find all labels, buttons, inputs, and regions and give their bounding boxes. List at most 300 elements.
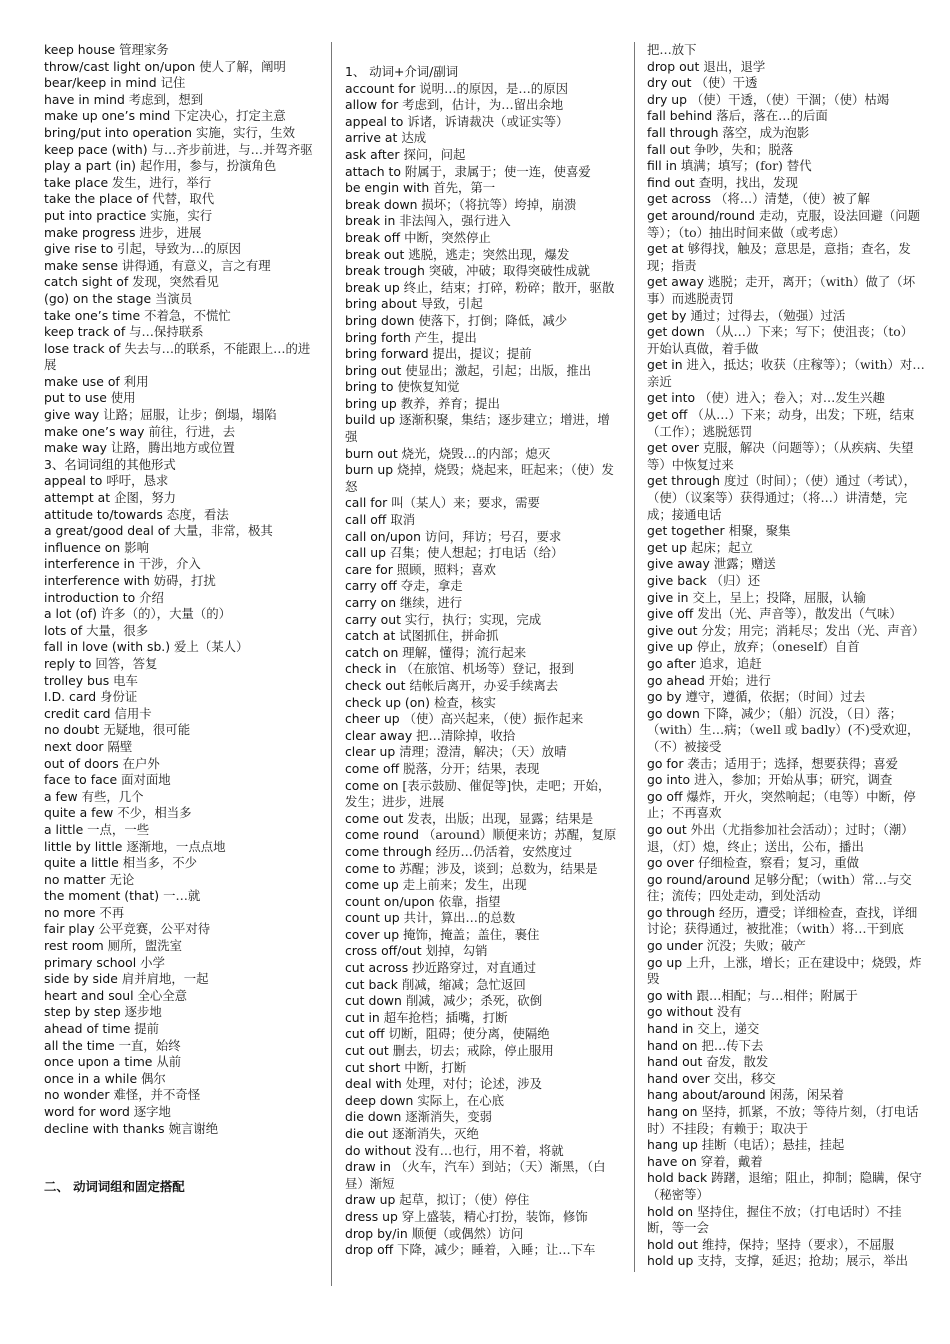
phrase: (go) on the stage <box>44 290 152 306</box>
phrase: cut short <box>345 1059 401 1075</box>
vocab-entry <box>345 728 621 745</box>
definition: 信用卡 <box>114 705 152 721</box>
phrase: go ahead <box>647 672 705 688</box>
phrase: count up <box>345 910 400 926</box>
definition: 把…清除掉，收拾 <box>416 727 516 743</box>
vocab-entry <box>345 711 621 728</box>
phrase: make sense <box>44 257 118 273</box>
vocab-entry <box>44 440 316 457</box>
definition: 起作用，参与，扮演角色 <box>139 158 277 174</box>
definition: 引起，导致为…的原因 <box>117 241 242 257</box>
definition: 进步，进展 <box>139 224 202 240</box>
phrase: get into <box>647 390 696 406</box>
definition: 走动，克服，设法回避（问题等）；（to）抽出时间来做（或考虑） <box>647 207 921 240</box>
vocab-entry <box>647 324 925 357</box>
definition: 呼吁，恳求 <box>106 473 169 489</box>
phrase: catch sight of <box>44 274 129 290</box>
definition: 处理，对付；论述，涉及 <box>405 1076 543 1092</box>
phrase: go into <box>647 772 691 788</box>
vocab-entry <box>647 673 925 690</box>
vocab-entry <box>345 661 621 678</box>
definition: 与…保持联系 <box>129 324 204 340</box>
phrase: get up <box>647 539 688 555</box>
definition: 逃脱；走开，离开；（with）做了（坏事）而逃脱责罚 <box>647 274 916 306</box>
phrase: a great/good deal of <box>44 523 170 539</box>
definition: 没有…也行，用不着，将就 <box>414 1142 564 1158</box>
phrase: lots of <box>44 622 83 638</box>
definition: 附属于，隶属于；使一连，使喜爱 <box>404 163 591 179</box>
definition: 坚持住，握住不放；（打电话时）不挂断，等一会 <box>647 1203 902 1236</box>
phrase: give back <box>647 573 707 588</box>
definition: 电车 <box>113 672 138 688</box>
phrase: drop off <box>345 1242 394 1258</box>
definition: 苏醒；涉及，谈到；总数为，结果是 <box>399 860 598 876</box>
vocab-entry <box>647 191 925 208</box>
phrase: bring about <box>345 296 417 312</box>
phrase: dress up <box>345 1208 398 1224</box>
vocab-entry <box>647 75 925 92</box>
vocab-entry <box>647 125 925 142</box>
vocab-entry <box>345 130 621 147</box>
definition: 记住 <box>160 75 186 91</box>
phrase: hand in <box>647 1021 694 1037</box>
definition: 终止，结束；打碎，粉碎；散开，驱散 <box>403 279 615 295</box>
definition: 有些，几个 <box>81 788 144 804</box>
definition: （使）干透，（使）干涸；（使）枯竭 <box>690 91 890 107</box>
definition: 试图抓住，拼命抓 <box>399 628 499 644</box>
definition: 划掉，勾销 <box>425 943 488 959</box>
phrase: draw in <box>345 1159 391 1175</box>
vocab-entry <box>345 761 621 778</box>
definition: 不少，相当多 <box>117 805 192 821</box>
phrase: no doubt <box>44 722 100 738</box>
vocab-entry <box>647 1104 925 1137</box>
vocab-entry <box>647 1021 925 1038</box>
definition: 取消 <box>390 512 416 528</box>
vocab-entry <box>647 175 925 192</box>
vocab-entry <box>44 407 316 424</box>
vocab-entry <box>44 1021 316 1038</box>
vocab-entry <box>345 1093 621 1110</box>
phrase: 3、名词词组的其他形式 <box>44 456 176 472</box>
definition: 使人了解，阐明 <box>199 58 286 74</box>
definition: 仔细检查，察看；复习，重做 <box>697 855 860 871</box>
vocab-entry <box>647 988 925 1005</box>
phrase: no matter <box>44 871 106 887</box>
vocab-entry <box>44 490 316 507</box>
vocab-entry <box>44 241 316 258</box>
vocab-entry <box>647 540 925 557</box>
definition: 使用 <box>110 390 136 406</box>
phrase: cover up <box>345 926 400 942</box>
vocab-entry <box>647 1071 925 1088</box>
phrase: cross off/out <box>345 943 422 959</box>
vocab-entry <box>647 523 925 540</box>
vocab-entry <box>345 412 621 445</box>
vocab-entry <box>345 213 621 230</box>
vocab-entry <box>647 1237 925 1254</box>
definition: 查明，找出，发现 <box>698 174 798 190</box>
definition: （从…）下来；写下；使沮丧；（to）开始认真做，着手做 <box>647 324 914 356</box>
vocab-entry <box>345 1143 621 1160</box>
phrase: come through <box>345 843 432 859</box>
definition: 实施，实行 <box>150 207 213 223</box>
phrase: break in <box>345 213 396 229</box>
vocab-entry <box>345 396 621 413</box>
phrase: come round <box>345 827 419 843</box>
vocab-entry <box>44 639 316 656</box>
definition: 把…放下 <box>647 42 697 57</box>
definition: 遵守，遵循，依据；（时间）过去 <box>685 689 866 705</box>
definition: 跟…相配；与…相伴；附属于 <box>696 987 858 1003</box>
vocab-entry <box>345 1209 621 1226</box>
definition: 提出，提议；提前 <box>432 346 532 362</box>
phrase: out of doors <box>44 755 119 771</box>
vocab-entry <box>345 379 621 396</box>
vocab-entry <box>44 1038 316 1055</box>
phrase: bring out <box>345 362 402 378</box>
vocab-entry <box>647 108 925 125</box>
definition: 态度，看法 <box>166 506 229 522</box>
vocab-entry <box>44 805 316 822</box>
phrase: dry out <box>647 75 692 91</box>
definition: 召集；使人想起；打电话（给） <box>389 545 564 561</box>
definition: 考虑到，想到 <box>128 91 204 107</box>
definition: 够得找，触及；意思是，意指；查名，发现；指责 <box>647 241 911 273</box>
column-divider <box>331 42 332 1286</box>
definition: 共计，算出…的总数 <box>403 910 516 926</box>
definition: 没有 <box>716 1004 742 1020</box>
definition: 停止，放弃；（oneself）自首 <box>696 639 860 655</box>
phrase: attitude to/towards <box>44 506 163 522</box>
definition: （使）进入；卷入；对…发生兴趣 <box>698 390 885 406</box>
vocab-entry <box>647 789 925 822</box>
vocab-entry <box>647 573 925 590</box>
phrase: attempt at <box>44 490 111 506</box>
vocab-entry <box>44 142 316 159</box>
phrase: give up <box>647 639 693 655</box>
vocab-entry <box>345 247 621 264</box>
vocab-entry <box>44 656 316 673</box>
definition: 厕所，盥洗室 <box>107 938 183 954</box>
vocab-entry <box>345 827 621 844</box>
definition: 清理；澄清，解决；（天）放晴 <box>399 744 567 760</box>
phrase: cheer up <box>345 711 400 727</box>
phrase: hang about/around <box>647 1087 766 1103</box>
vocab-entry <box>44 590 316 607</box>
vocab-entry <box>345 744 621 761</box>
vocab-entry <box>44 225 316 242</box>
vocab-entry <box>345 263 621 280</box>
phrase: burn up <box>345 462 394 478</box>
phrase: interference in <box>44 556 135 572</box>
phrase: count on/upon <box>345 893 435 909</box>
definition: 逃脱，逃走；突然出现，爆发 <box>408 246 570 262</box>
phrase: hang up <box>647 1137 698 1153</box>
phrase: call on/upon <box>345 528 421 544</box>
definition: 开始；进行 <box>708 672 771 688</box>
definition: 爱上（某人） <box>174 639 249 655</box>
phrase: check in <box>345 661 397 677</box>
definition: （around）顺便来访；苏醒，复原 <box>422 827 617 843</box>
vocab-entry <box>647 274 925 307</box>
definition: 发表，出版；出现，显露；结果是 <box>407 810 594 826</box>
vocab-entry <box>44 374 316 391</box>
phrase: bear/keep in mind <box>44 75 157 91</box>
definition: 切断，阻碍；使分离，使隔绝 <box>388 1026 550 1042</box>
definition: 叫（某人）来；要求，需要 <box>391 495 540 511</box>
vocab-entry <box>345 811 621 828</box>
vocab-entry <box>345 363 621 380</box>
phrase: carry on <box>345 595 397 610</box>
phrase: bring down <box>345 312 415 328</box>
definition: 经历，遭受；详细检查，查找，详细讨论；获得通过，被批准；（with）将…干到底 <box>647 904 918 937</box>
definition: 首先，第一 <box>433 180 496 196</box>
vocab-entry <box>44 971 316 988</box>
definition: 起床；起立 <box>690 539 753 555</box>
phrase: bring/put into operation <box>44 124 192 140</box>
definition: 介绍 <box>139 589 164 605</box>
vocab-entry <box>345 778 621 811</box>
phrase: go over <box>647 855 695 871</box>
phrase: cut down <box>345 993 402 1009</box>
definition: 相当多，不少 <box>122 855 198 871</box>
definition: 落空，成为泡影 <box>722 124 810 140</box>
phrase: fill in <box>647 158 677 174</box>
vocab-entry <box>647 1204 925 1237</box>
phrase: keep house <box>44 42 116 57</box>
vocab-entry <box>44 772 316 789</box>
vocab-entry <box>647 872 925 905</box>
phrase: no wonder <box>44 1087 110 1103</box>
phrase: give way <box>44 407 100 423</box>
phrase: do without <box>345 1142 411 1158</box>
definition: 一直，始终 <box>118 1037 181 1053</box>
vocab-entry <box>44 473 316 490</box>
definition: 穿着，戴着 <box>700 1153 763 1169</box>
definition: 克服，解决（问题等）；（从疾病、失望等）中恢复过来 <box>647 440 914 472</box>
vocab-entry <box>647 772 925 789</box>
definition: 突破，冲破；取得突破性成就 <box>428 263 590 279</box>
phrase: introduction to <box>44 589 136 605</box>
definition: 把…传下去 <box>701 1037 764 1053</box>
vocab-entry <box>345 910 621 927</box>
phrase: call off <box>345 512 387 528</box>
phrase: all the time <box>44 1037 115 1053</box>
vocab-entry <box>44 855 316 872</box>
phrase: hold on <box>647 1203 694 1219</box>
definition: 发生，进行，举行 <box>112 174 212 190</box>
vocab-entry <box>345 1076 621 1093</box>
definition: 小学 <box>140 954 165 970</box>
definition: 上升，上涨，增长；正在建设中；烧毁，炸毁 <box>647 954 922 987</box>
phrase: a little <box>44 821 84 837</box>
definition: 一…就 <box>163 888 201 904</box>
vocab-entry <box>44 623 316 640</box>
phrase: go without <box>647 1004 713 1020</box>
vocab-entry <box>345 1192 621 1209</box>
vocab-entry <box>345 197 621 214</box>
definition: 不着急，不慌忙 <box>144 307 231 323</box>
phrase: put into practice <box>44 207 147 223</box>
definition: （在旅馆、机场等）登记，报到 <box>400 661 574 677</box>
phrase: check up (on) <box>345 694 430 710</box>
vocab-entry <box>647 955 925 988</box>
vocab-entry <box>345 1109 621 1126</box>
definition: 顺便（或偶然）访问 <box>411 1225 524 1241</box>
definition: 使落下，打倒；降低，减少 <box>418 312 568 328</box>
phrase: give in <box>647 589 689 605</box>
phrase: carry out <box>345 611 401 627</box>
vocab-entry <box>647 92 925 109</box>
phrase: bring forth <box>345 329 411 345</box>
vocab-entry <box>647 473 925 523</box>
definition: 理解，懂得；流行起来 <box>402 644 527 660</box>
definition: 沉没；失败；破产 <box>706 938 806 954</box>
vocab-entry <box>44 59 316 76</box>
definition: 抄近路穿过，对直通过 <box>412 960 537 976</box>
phrase: be engin with <box>345 180 430 196</box>
vocab-entry <box>44 1104 316 1121</box>
definition: 下降，减少；（船）沉没，（日）落；（with）生…病；（well 或 badly）(不)受欢迎，（不）被接受 <box>647 705 920 754</box>
vocab-entry <box>345 877 621 894</box>
phrase: make up one’s mind <box>44 108 171 124</box>
vocab-entry <box>345 1226 621 1243</box>
phrase: hand out <box>647 1054 703 1070</box>
definition: 婉言谢绝 <box>168 1120 219 1136</box>
vocab-entry <box>345 595 621 612</box>
phrase: no more <box>44 904 96 920</box>
phrase: get away <box>647 274 704 290</box>
definition: 夺走，拿走 <box>400 578 463 594</box>
definition: 探问，问起 <box>403 146 466 162</box>
definition: 无疑地，很可能 <box>103 722 191 738</box>
definition: 削减，缩减；急忙返回 <box>401 976 526 992</box>
vocab-entry <box>44 291 316 308</box>
definition: 产生，提出 <box>414 329 477 345</box>
phrase: attach to <box>345 163 401 179</box>
vocab-entry <box>647 1253 925 1270</box>
definition: 起草，拟订；（使）停住 <box>399 1192 530 1208</box>
phrase: hang on <box>647 1104 698 1119</box>
phrase: break out <box>345 246 405 262</box>
definition: 干涉，介入 <box>138 556 201 572</box>
definition: 逐渐消失，灭绝 <box>392 1126 479 1141</box>
phrase: carry off <box>345 578 397 594</box>
definition: 中断，突然停止 <box>404 229 491 245</box>
vocab-entry <box>44 839 316 856</box>
vocab-entry <box>647 158 925 175</box>
phrase: clear up <box>345 744 396 760</box>
phrase: allow for <box>345 97 399 113</box>
phrase: appeal to <box>345 113 404 129</box>
definition: 失去与…的联系，不能跟上…的进展 <box>44 340 311 373</box>
definition: 进入，参加；开始从事；研究，调查 <box>694 772 893 788</box>
definition: 使恢复知觉 <box>397 379 460 395</box>
vocab-entry <box>345 1060 621 1077</box>
vocab-entry <box>647 639 925 656</box>
vocab-entry <box>44 540 316 557</box>
phrase: burn out <box>345 445 398 461</box>
definition: 穿上盛装，精心打扮，装饰，修饰 <box>401 1208 588 1224</box>
vocab-entry <box>647 1137 925 1154</box>
definition: （使）高兴起来，（使）振作起来 <box>403 711 584 727</box>
phrase: give away <box>647 556 710 572</box>
phrase: hand over <box>647 1070 710 1086</box>
vocab-entry <box>345 977 621 994</box>
vocab-entry <box>44 92 316 109</box>
phrase: hand on <box>647 1037 698 1053</box>
phrase: deal with <box>345 1076 402 1092</box>
vocab-entry <box>345 97 621 114</box>
phrase: keep track of <box>44 324 126 340</box>
vocab-entry <box>345 612 621 629</box>
vocab-entry <box>44 905 316 922</box>
vocab-entry <box>647 440 925 473</box>
vocab-entry <box>345 1026 621 1043</box>
phrase: come out <box>345 810 404 826</box>
phrase: heart and soul <box>44 987 134 1003</box>
phrase: go with <box>647 987 693 1003</box>
vocab-entry <box>345 280 621 297</box>
definition: 进入，抵达；收获（庄稼等）；（with）对…亲近 <box>647 357 925 389</box>
definition: 爆炸，开火，突然响起；（电等）中断，停止；不再喜欢 <box>647 788 916 821</box>
phrase: go up <box>647 954 683 970</box>
vocab-entry <box>647 308 925 325</box>
phrase: reply to <box>44 655 92 671</box>
section-heading: 二、 动词词组和固定搭配 <box>44 1179 185 1195</box>
vocab-entry <box>44 1087 316 1104</box>
definition: 泄露；赠送 <box>713 556 776 572</box>
phrase: decline with thanks <box>44 1120 165 1136</box>
definition: 发现，突然看见 <box>132 274 219 290</box>
vocab-entry <box>44 938 316 955</box>
phrase: cut off <box>345 1026 385 1042</box>
definition: （火车，汽车）到站；（天）渐黑，（白昼）渐短 <box>345 1159 606 1191</box>
definition: 交出，移交 <box>713 1070 776 1086</box>
vocab-entry <box>345 330 621 347</box>
definition: 交上，递交 <box>697 1021 760 1037</box>
vocab-entry <box>647 390 925 407</box>
definition: 相聚，聚集 <box>728 523 791 539</box>
definition: 隔壁 <box>107 738 133 754</box>
vocab-entry <box>647 1038 925 1055</box>
vocab-entry <box>647 208 925 241</box>
definition: 掩饰，掩盖；盖住，裹住 <box>403 926 540 942</box>
definition: 下定决心，打定主意 <box>174 108 286 124</box>
phrase: take one’s time <box>44 307 141 323</box>
vocab-entry <box>44 108 316 125</box>
definition: 照顾，照料；喜欢 <box>396 561 496 577</box>
definition: 从前 <box>156 1054 182 1070</box>
vocab-entry <box>345 943 621 960</box>
definition: 非法闯入，强行进入 <box>399 213 511 229</box>
vocab-entry <box>345 960 621 977</box>
vocab-entry <box>44 424 316 441</box>
vocab-entry <box>44 706 316 723</box>
definition: 通过；过得去，（勉强）过活 <box>690 307 846 323</box>
phrase: take place <box>44 174 109 190</box>
vocab-entry <box>345 296 621 313</box>
definition: 当演员 <box>155 290 193 306</box>
phrase: call for <box>345 495 388 511</box>
phrase: credit card <box>44 705 111 721</box>
vocab-entry <box>647 1170 925 1203</box>
phrase: quite a little <box>44 855 119 871</box>
vocab-entry <box>345 462 621 495</box>
phrase: drop by/in <box>345 1225 408 1241</box>
vocab-entry <box>44 822 316 839</box>
